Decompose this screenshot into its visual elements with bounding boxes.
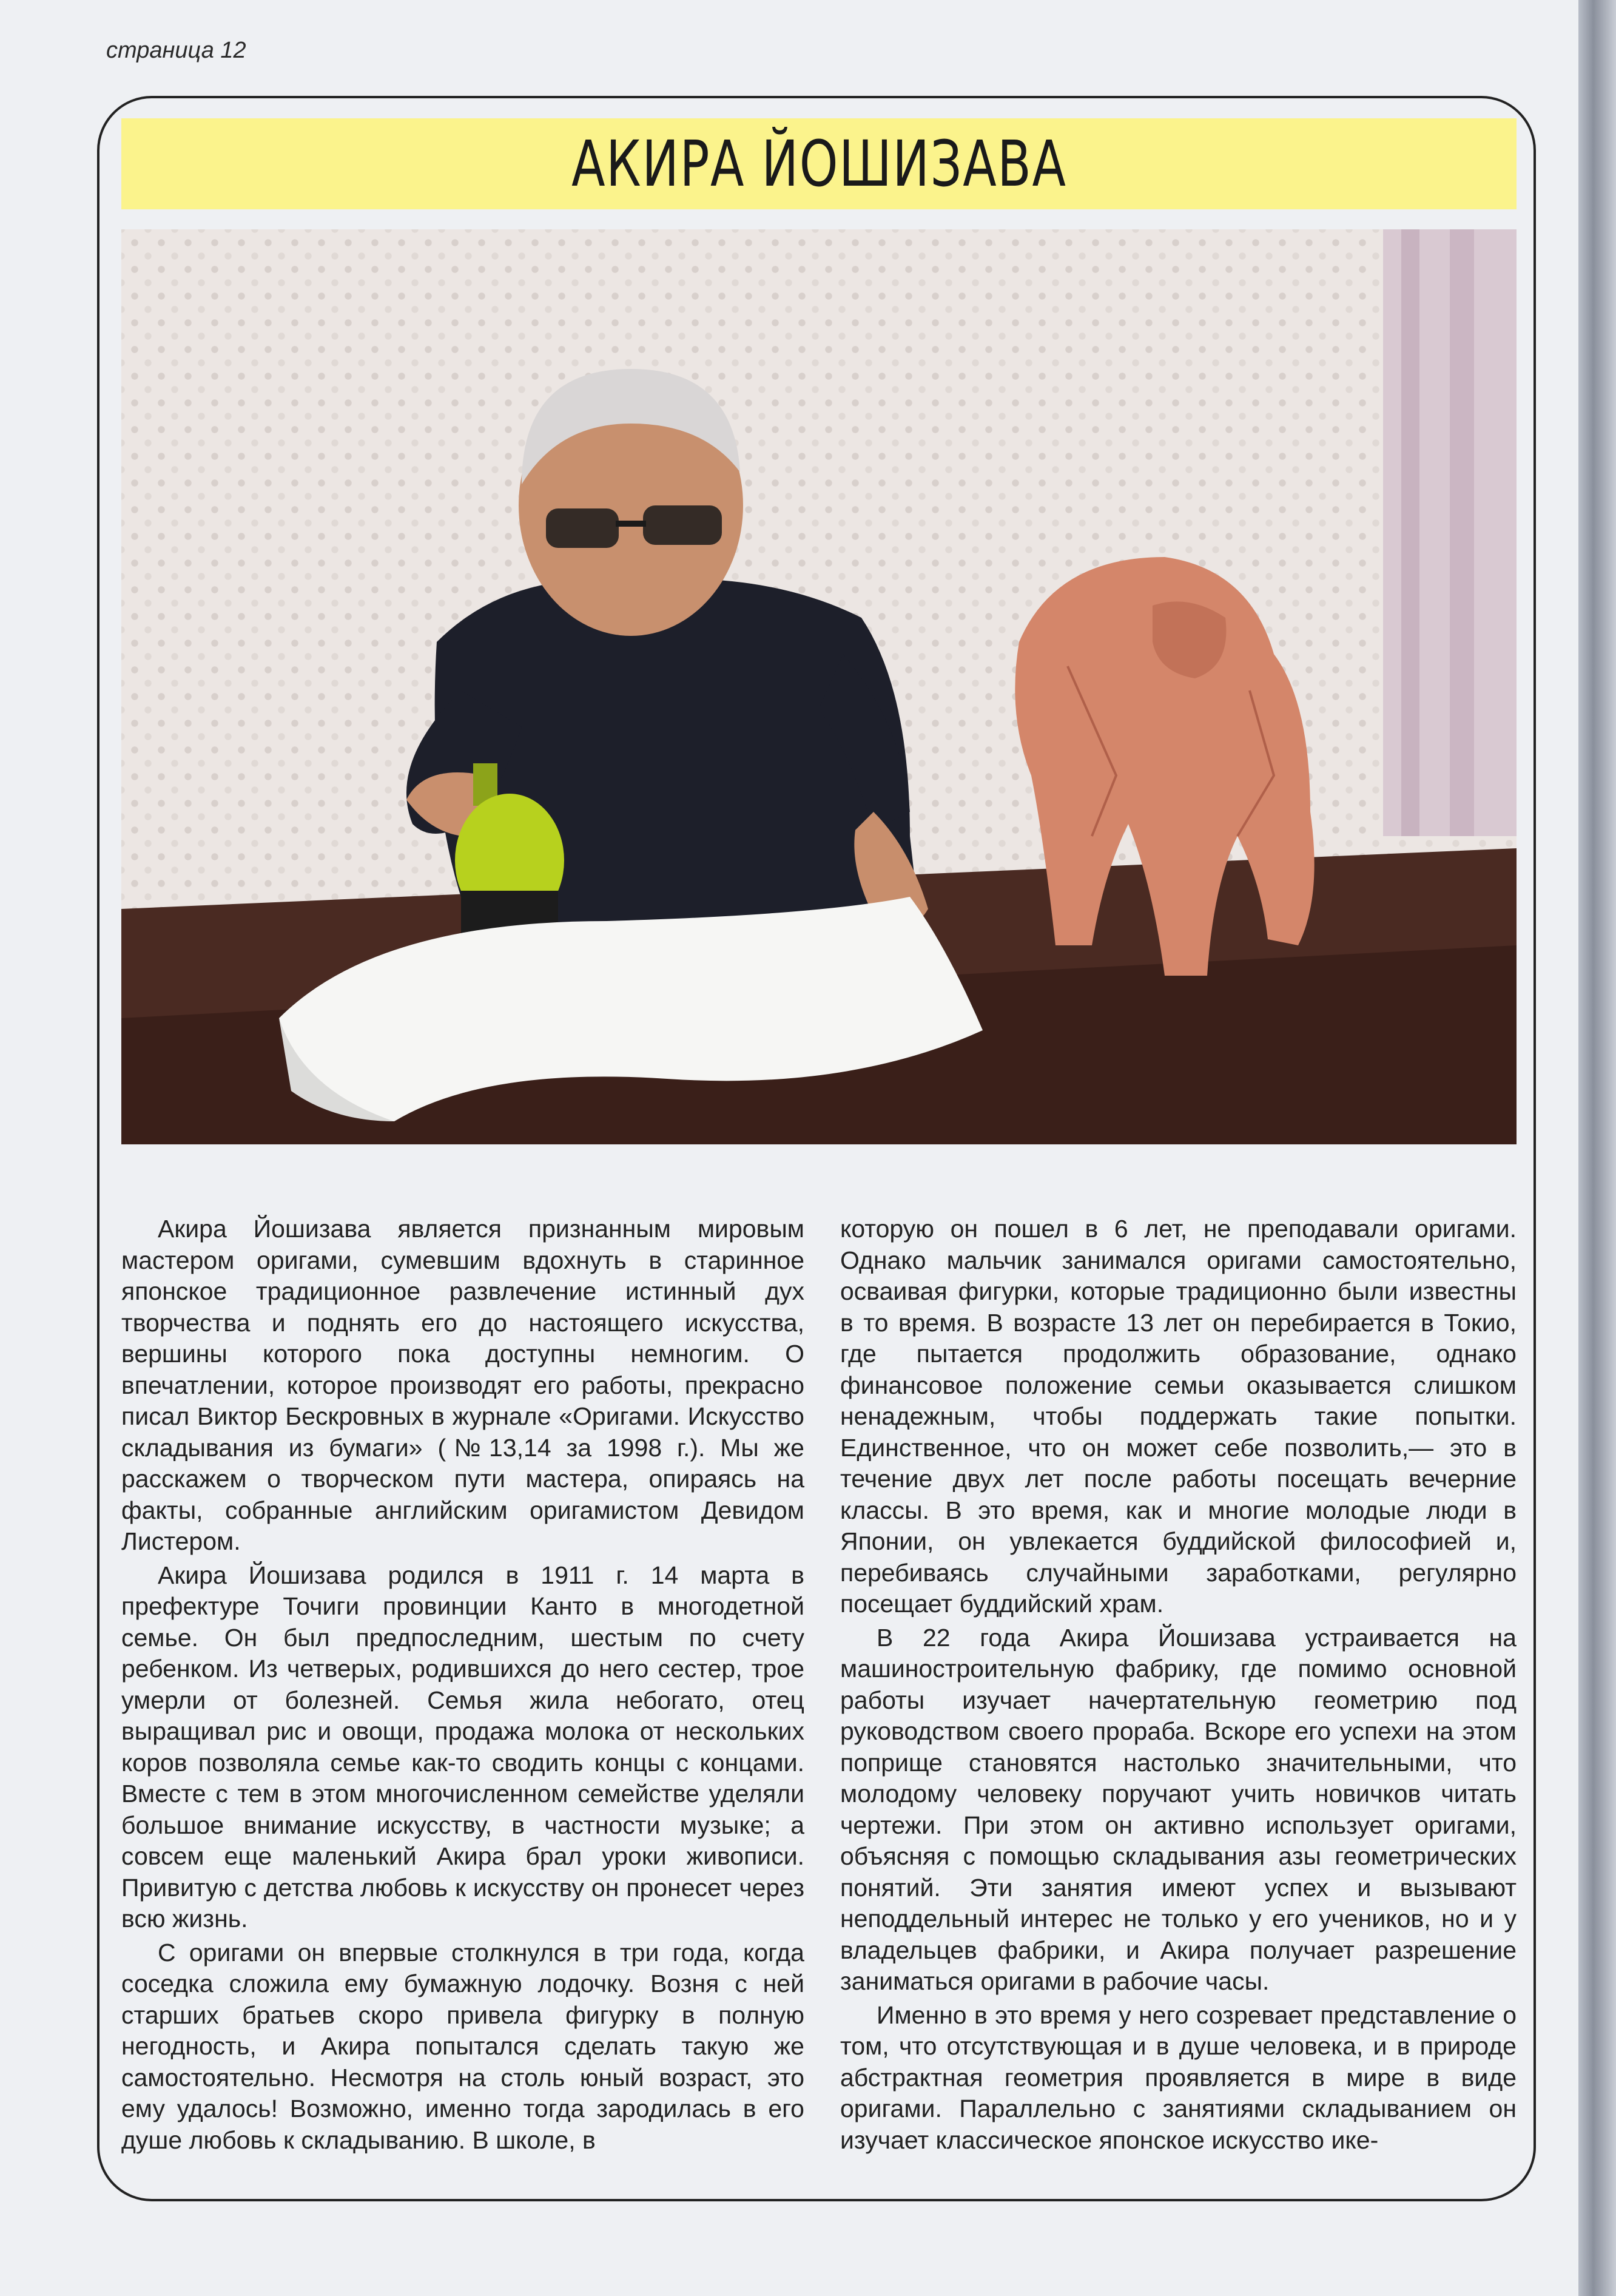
glasses-bridge bbox=[616, 521, 646, 527]
article-column-left bbox=[121, 1214, 804, 2156]
glasses-lens-right bbox=[643, 505, 722, 545]
article-title: АКИРА ЙОШИЗАВА bbox=[571, 127, 1067, 201]
title-banner bbox=[121, 118, 1517, 209]
paragraph: С оригами он впервые столкнулся в три года, когда соседка сложила ему бумажную лодочку. Возня с ней старших братьев скоро привела фигурку в полную негодность, и Акира попытался сделать такую же самостоятельно. Несмотря на столь юный возраст, это ему удалось! Возможно, именно тогда зародилась в его душе любовь к складыванию. В школе, в bbox=[121, 1938, 804, 2154]
article-column-right bbox=[840, 1214, 1517, 2156]
paragraph: Акира Йошизава родился в 1911 г. 14 марта в префектуре Точиги провинции Канто в многодетной семье. Он был предпоследним, шестым по счету ребенком. Из четверых, родившихся до него сестер, трое умерли от болезней. Семья жила небогато, отец выращивал рис и овощи, продажа молока от нескольких коров позволяла семье как-то сводить концы с концами. Вместе с тем в этом многочисленном семействе уделяли большое внимание искусству, в частности музыке; а совсем еще маленький Акира брал уроки живописи. Привитую с детства любовь к искусству он пронесет через всю жизнь. bbox=[121, 1561, 804, 1933]
paragraph: Именно в это время у него созревает представление о том, что отсутствующая и в душе человека, и в природе абстрактная геометрия проявляется в мире в виде оригами. Параллельно с занятиями складыванием он изучает классическое японское искусство ике- bbox=[840, 2001, 1517, 2154]
paragraph: Акира Йошизава является признанным мировым мастером оригами, сумевшим вдохнуть в старинное японское традиционное развлечение истинный дух творчества и поднять его до настоящего искусства, вершины которого пока доступны немногим. О впечатлении, которое производят его работы, прекрасно писал Виктор Бескровных в журнале «Оригами. Искусство складывания из бумаги» (№13,14 за 1998 г.). Мы же расскажем о творческом пути мастера, опираясь на факты, собранные английским оригамистом Девидом Листером. bbox=[121, 1215, 804, 1555]
curtain-fold bbox=[1401, 229, 1419, 836]
page-binding-edge bbox=[1578, 0, 1616, 2296]
paragraph: которую он пошел в 6 лет, не преподавали оригами. Однако мальчик занимался оригами самостоятельно, осваивая фигурки, которые традиционно были известны в то время. В возрасте 13 лет он перебирается в Токио, где пытается продолжить образование, однако финансовое положение семьи оказывается слишком ненадежным, чтобы поддержать такие попытки. Единственное, что он может себе позволить,— это в течение двух лет после работы посещать вечерние классы. В это время, как и многие молодые люди в Японии, он увлекается буддийской философией и, перебиваясь случайными заработками, регулярно посещает буддийский храм. bbox=[840, 1215, 1517, 1618]
glasses-lens-left bbox=[546, 508, 619, 548]
curtain-fold bbox=[1450, 229, 1474, 836]
photo-illustration bbox=[121, 229, 1517, 1144]
paragraph: В 22 года Акира Йошизава устраивается на машиностроительную фабрику, где помимо основной работы изучает начертательную геометрию под руководством своего прораба. Вскоре его успехи на этом поприще становятся настолько значительными, что молодому человеку поручают учить новичков читать чертежи. При этом он активно использует оригами, объясняя с помощью складывания азы геометрических понятий. Эти занятия имеют успех и вызывают неподдельный интерес не только у его учеников, но и у владельцев фабрики, и Акира получает разрешение заниматься оригами в рабочие часы. bbox=[840, 1623, 1517, 1995]
photo-akira-yoshizawa-folding bbox=[121, 229, 1517, 1144]
page-number: страница 12 bbox=[106, 38, 246, 63]
